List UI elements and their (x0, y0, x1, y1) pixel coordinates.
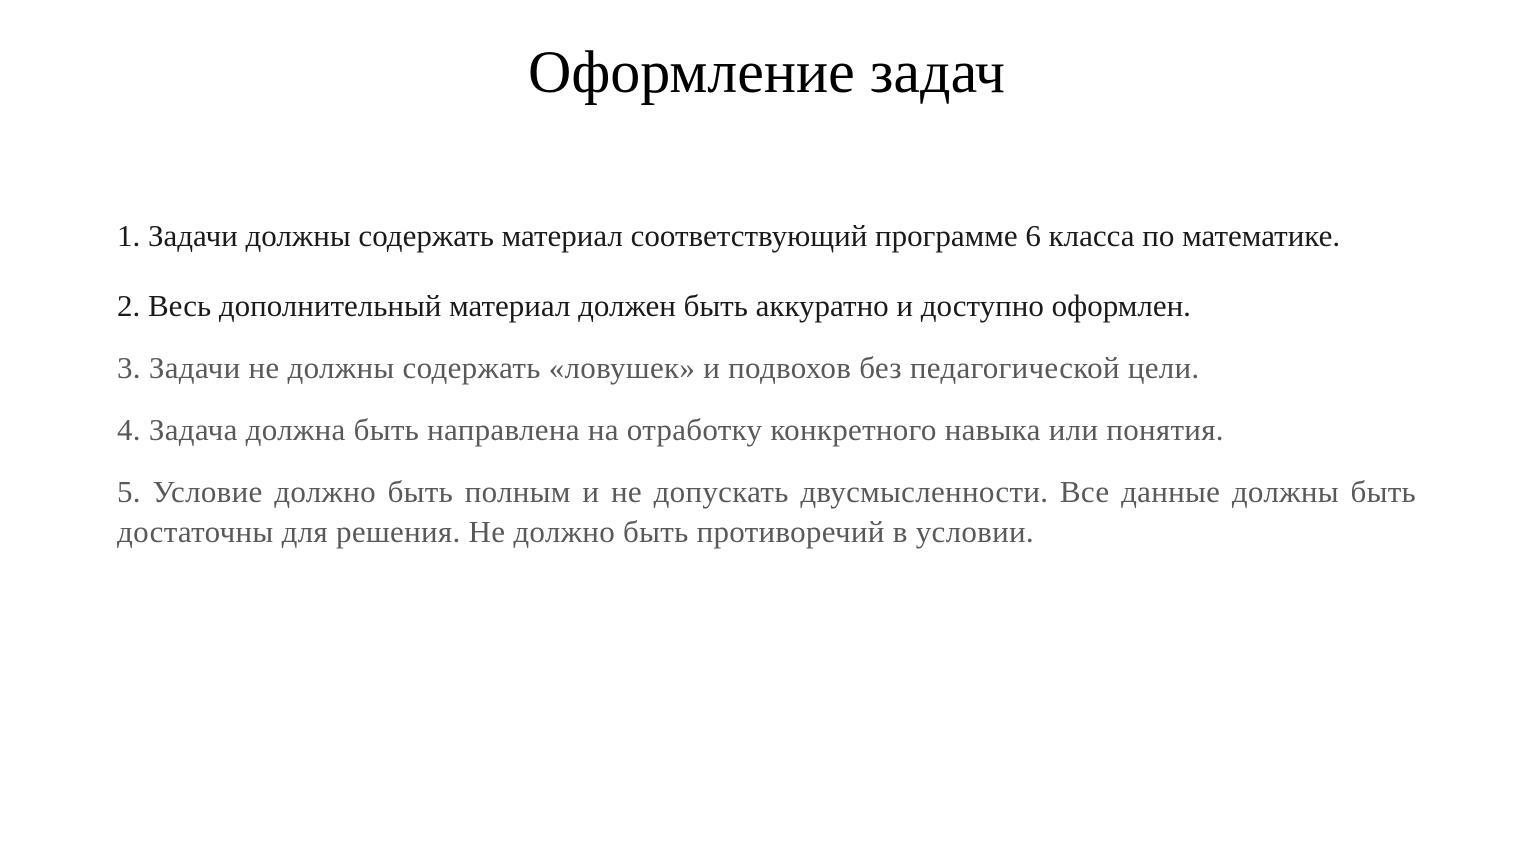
rule-item-2: 2. Весь дополнительный материал должен быть аккуратно и доступно оформлен. (117, 288, 1191, 323)
rule-item-1: 1. Задачи должны содержать материал соответствующий программе 6 класса по математике. (117, 218, 1341, 253)
rule-item-3: 3. Задачи не должны содержать «ловушек» и подвохов без педагогической цели. (117, 350, 1200, 385)
slide-title: Оформление задач (528, 39, 1005, 105)
rule-item-4: 4. Задача должна быть направлена на отработку конкретного навыка или понятия. (117, 412, 1224, 447)
rules-list (117, 216, 1416, 552)
rule-item-5: 5. Условие должно быть полным и не допускать двусмысленности. Все данные должны быть достаточны для решения. Не должно быть противоречий в условии. (117, 474, 1416, 549)
